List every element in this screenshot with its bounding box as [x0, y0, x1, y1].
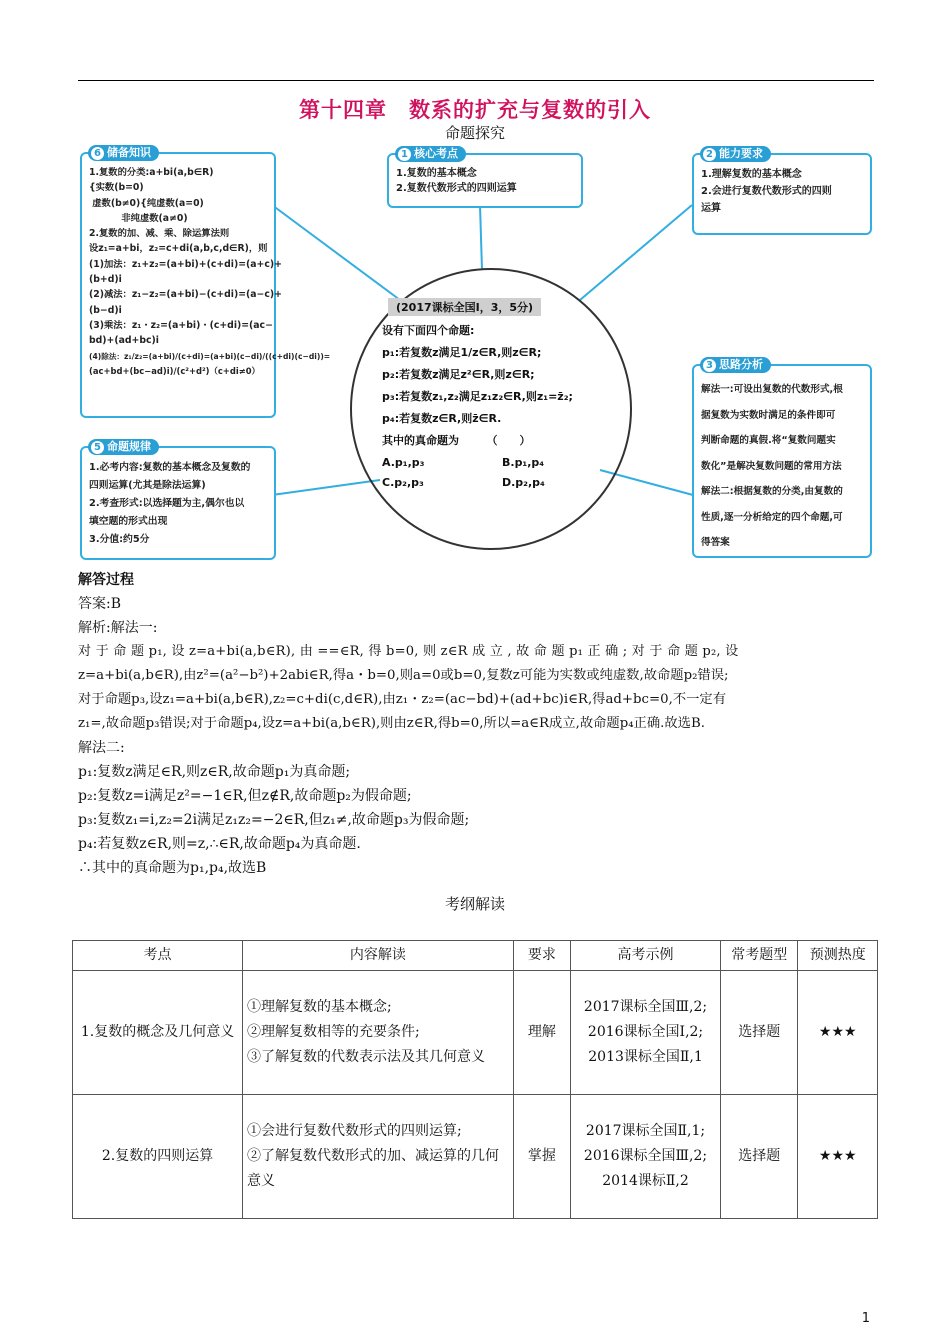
connector-knowledge [272, 205, 400, 300]
knowledge-line: (ac+bd+(bc−ad)i)/(c²+d²)（c+di≠0） [89, 365, 260, 376]
col-header: 内容解读 [243, 941, 514, 971]
cell-level: 掌握 [513, 1095, 570, 1219]
ability-line: 运算 [701, 203, 721, 214]
knowledge-line: (4)除法：z₁/z₂=(a+bi)/(c+di)=(a+bi)(c−di)/((c+di)(c−di))= [89, 351, 331, 361]
method2-line: p₁:复数z满足∈R,则z∈R,故命题p₁为真命题; [78, 764, 351, 780]
connector-core [480, 205, 482, 270]
pattern-tag: 5 命题规律 [88, 439, 159, 455]
pattern-line: 2.考查形式:以选择题为主,偶尔也以 [89, 498, 245, 509]
col-header: 常考题型 [720, 941, 797, 971]
question-line: p₃:若复数z₁,z₂满足z₁z₂∈R,则z₁=z̄₂; [382, 390, 573, 403]
ability-line: 1.理解复数的基本概念 [701, 169, 802, 180]
solution-answer: 答案:B [78, 596, 122, 612]
table-header-row [73, 941, 878, 971]
knowledge-line: (3)乘法：z₁・z₂=(a+bi)・(c+di)=(ac− [89, 319, 273, 331]
knowledge-line: (b−d)i [89, 304, 122, 316]
core-box [387, 147, 583, 208]
syllabus-title: 考纲解读 [444, 895, 505, 913]
cell-content: ①会进行复数代数形式的四则运算; ②了解复数代数形式的加、减运算的几何意义 [243, 1095, 514, 1219]
thinking-line: 解法二:根据复数的分类,由复数的 [701, 486, 843, 497]
pattern-line: 3.分值:约5分 [89, 534, 150, 545]
pattern-line: 四则运算(尤其是除法运算) [89, 480, 206, 491]
knowledge-line: 非纯虚数(a≠0) [89, 212, 188, 224]
knowledge-line: 设z₁=a+bi，z₂=c+di(a,b,c,d∈R)，则 [89, 243, 268, 255]
question-option: C.p₂,p₃ [382, 476, 424, 489]
thinking-line: 据复数为实数时满足的条件即可 [701, 409, 836, 421]
pattern-line: 填空题的形式出现 [89, 516, 168, 527]
pattern-line: 1.必考内容:复数的基本概念及复数的 [89, 462, 251, 473]
core-tag: 1 核心考点 [395, 146, 466, 162]
method2-line: p₂:复数z=i满足z²=−1∈R,但z∉R,故命题p₂为假命题; [78, 788, 412, 804]
method1-line: 对 于 命 题 p₁, 设 z=a+bi(a,b∈R), 由 ==∈R, 得 b=0, 则 z∈R 成 立 , 故 命 题 p₁ 正 确 ; 对 于 命 题 p₂, 设 [78, 644, 739, 659]
knowledge-line: {实数(b=0) [89, 182, 144, 194]
cell-examples: 2017课标全国Ⅱ,1; 2016课标全国Ⅲ,2; 2014课标Ⅱ,2 [571, 1095, 721, 1219]
method2-line: ∴其中的真命题为p₁,p₄,故选B [78, 860, 267, 876]
cell-type: 选择题 [720, 971, 797, 1095]
knowledge-line: (2)减法：z₁−z₂=(a+bi)−(c+di)=(a−c)+ [89, 289, 282, 301]
chapter-title: 第十四章 数系的扩充与复数的引入 [299, 98, 651, 122]
question-line: 设有下面四个命题: [382, 324, 475, 337]
thinking-tag: 3 思路分析 [700, 357, 771, 373]
cell-heat: ★★★ [798, 1095, 878, 1219]
question-line: p₂:若复数z满足z²∈R,则z∈R; [382, 368, 535, 381]
method2-line: p₃:复数z₁=i,z₂=2i满足z₁z₂=−2∈R,但z₁≠,故命题p₃为假命题; [78, 812, 470, 828]
thinking-line: 数化”是解决复数问题的常用方法 [701, 460, 842, 472]
cell-point: 2.复数的四则运算 [73, 1095, 243, 1219]
section-subtitle: 命题探究 [444, 124, 505, 142]
ability-line: 2.会进行复数代数形式的四则 [701, 186, 832, 197]
method1-label: 解析:解法一: [78, 620, 158, 636]
question-option: B.p₁,p₄ [502, 456, 545, 469]
method2-label: 解法二: [78, 740, 125, 756]
question-line: p₁:若复数z满足1/z∈R,则z∈R; [382, 346, 542, 359]
thinking-line: 性质,逐一分析给定的四个命题,可 [701, 511, 843, 523]
knowledge-line: (1)加法：z₁+z₂=(a+bi)+(c+di)=(a+c)+ [89, 258, 282, 270]
solution-heading: 解答过程 [78, 572, 134, 588]
method2-line: p₄:若复数z∈R,则=z,∴∈R,故命题p₄为真命题. [78, 836, 361, 852]
core-line: 2.复数代数形式的四则运算 [396, 183, 517, 194]
thinking-line: 解法一:可设出复数的代数形式,根 [701, 384, 843, 395]
cell-level: 理解 [513, 971, 570, 1095]
syllabus-table [72, 940, 878, 1219]
ability-box [692, 147, 872, 235]
knowledge-line: 虚数(b≠0){纯虚数(a=0) [89, 197, 204, 209]
ability-tag: 2 能力要求 [700, 146, 771, 162]
thinking-line: 得答案 [701, 537, 730, 548]
pattern-box [80, 440, 276, 560]
knowledge-tag: 6 储备知识 [88, 145, 159, 161]
col-header: 要求 [513, 941, 570, 971]
connector-ability [580, 205, 692, 300]
knowledge-line: 1.复数的分类:a+bi(a,b∈R) [89, 167, 214, 178]
cell-point: 1.复数的概念及几何意义 [73, 971, 243, 1095]
core-line: 1.复数的基本概念 [396, 168, 477, 179]
cell-content: ①理解复数的基本概念; ②理解复数相等的充要条件; ③了解复数的代数表示法及其几何意义 [243, 971, 514, 1095]
col-header: 高考示例 [571, 941, 721, 971]
thinking-box [692, 358, 872, 558]
cell-type: 选择题 [720, 1095, 797, 1219]
thinking-line: 判断命题的真假.将“复数问题实 [701, 435, 836, 446]
question-line: p₄:若复数z∈R,则z̄∈R. [382, 412, 502, 425]
method1-line: 对于命题p₃,设z₁=a+bi(a,b∈R),z₂=c+di(c,d∈R),由z₁・z₂=(ac−bd)+(ad+bc)i∈R,得ad+bc=0,不一定有 [78, 692, 727, 707]
knowledge-line: 2.复数的加、减、乘、除运算法则 [89, 228, 230, 240]
method1-line: z₁=,故命题p₃错误;对于命题p₄,设z=a+bi(a,b∈R),则由z∈R,得b=0,所以=a∈R成立,故命题p₄正确.故选B. [78, 716, 705, 731]
knowledge-line: bd)+(ad+bc)i [89, 335, 159, 347]
question-source: (2017课标全国Ⅰ，3，5分) [388, 298, 541, 316]
knowledge-line: (b+d)i [89, 274, 122, 286]
col-header: 考点 [73, 941, 243, 971]
question-option: D.p₂,p₄ [502, 476, 545, 489]
solution-block [78, 568, 874, 880]
method1-line: z=a+bi(a,b∈R),由z²=(a²−b²)+2abi∈R,得a・b=0,则a=0或b=0,复数z可能为实数或纯虚数,故命题p₂错误; [78, 668, 729, 683]
table-row [73, 1095, 878, 1219]
table-row [73, 971, 878, 1095]
cell-heat: ★★★ [798, 971, 878, 1095]
page-number: 1 [861, 1311, 870, 1326]
knowledge-box [80, 146, 331, 418]
question-line: 其中的真命题为 （ ） [382, 434, 531, 447]
question-option: A.p₁,p₃ [382, 456, 425, 469]
cell-examples: 2017课标全国Ⅲ,2; 2016课标全国Ⅰ,2; 2013课标全国Ⅱ,1 [571, 971, 721, 1095]
question-circle [350, 268, 632, 550]
connector-pattern [272, 480, 380, 495]
col-header: 预测热度 [798, 941, 878, 971]
